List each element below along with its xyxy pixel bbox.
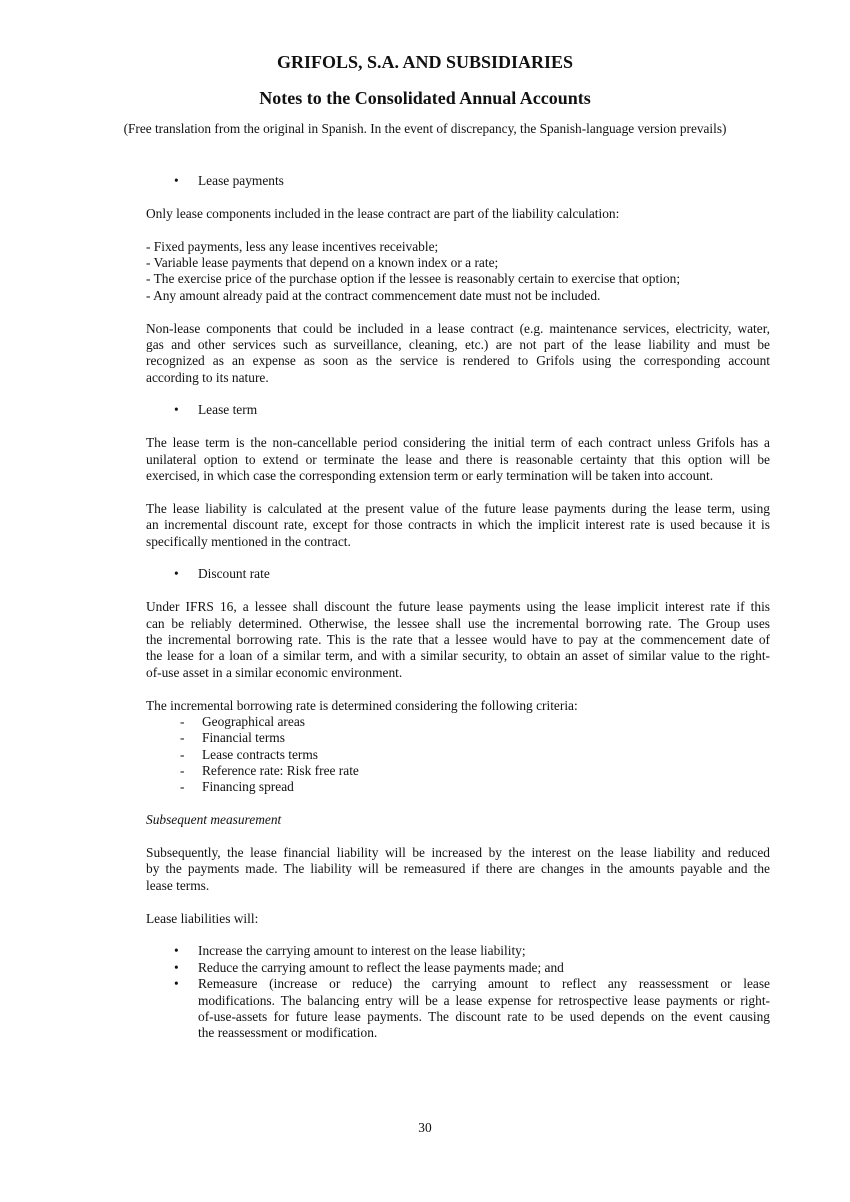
- text-line: of-use-assets for future lease payments. The discount rate to be used depends on the event causing: [198, 1008, 770, 1024]
- spacer: [146, 550, 770, 566]
- paragraph: [146, 845, 770, 894]
- bullet-list-item: [174, 976, 770, 1042]
- spacer: [146, 484, 770, 500]
- bullet-list: [146, 943, 770, 1041]
- text-line: Increase the carrying amount to interest on the lease liability;: [198, 943, 526, 959]
- page-number: 30: [418, 1120, 432, 1135]
- text-line: - Fixed payments, less any lease incentives receivable;: [146, 238, 439, 254]
- section-bullet-heading: [146, 566, 770, 582]
- company-name: GRIFOLS, S.A. AND SUBSIDIARIES: [276, 52, 574, 72]
- text-line: unilateral option to extend or terminate the lease and there is reasonable certainty that this option will be: [146, 451, 770, 467]
- text-line: - Variable lease payments that depend on a known index or a rate;: [146, 254, 499, 270]
- dash-list: [146, 239, 770, 305]
- bullet-list-item: [174, 959, 770, 976]
- subheading: Subsequent measurement: [146, 812, 282, 828]
- bullet-icon: •: [174, 976, 179, 992]
- spacer: [146, 796, 770, 812]
- section-bullet-heading: [146, 173, 770, 189]
- text-line: an incremental discount rate, except for those contracts in which the implicit interest rate is used because it is: [146, 517, 770, 533]
- text-line: can be reliably determined. Otherwise, the lessee shall use the incremental borrowing rate. The Group uses: [146, 615, 770, 631]
- text-line: modifications. The balancing entry will be a lease expense for retrospective lease payments or right-: [198, 992, 770, 1008]
- spacer: [146, 386, 770, 402]
- text-line: Subsequently, the lease financial liability will be increased by the interest on the lease liability and reduced: [146, 845, 770, 861]
- text-line: of-use asset in a similar economic environment.: [146, 664, 403, 680]
- paragraph: [146, 206, 770, 222]
- bullet-heading-text: Discount rate: [198, 566, 270, 582]
- page-title: Notes to the Consolidated Annual Accounts: [259, 88, 591, 108]
- text-line: The lease term is the non-cancellable period considering the initial term of each contract unless Grifols has a: [146, 435, 770, 451]
- paragraph: [146, 599, 770, 681]
- text-line: The lease liability is calculated at the present value of the future lease payments during the lease term, using: [146, 500, 770, 516]
- criteria-text: Financial terms: [202, 730, 285, 746]
- text-line: specifically mentioned in the contract.: [146, 533, 351, 549]
- text-line: exercised, in which case the corresponding extension term or early termination will be taken into account.: [146, 468, 714, 484]
- paragraph: [146, 911, 770, 927]
- text-line: Under IFRS 16, a lessee shall discount the future lease payments using the lease implicit interest rate if this: [146, 599, 770, 615]
- paragraph: [146, 698, 770, 714]
- translation-note: (Free translation from the original in Spanish. In the event of discrepancy, the Spanish-language version prevails): [123, 121, 727, 136]
- criteria-list: [146, 714, 770, 796]
- dash-marker: -: [180, 779, 185, 795]
- criteria-text: Reference rate: Risk free rate: [202, 763, 359, 779]
- paragraph: [146, 501, 770, 550]
- text-line: Remeasure (increase or reduce) the carrying amount to reflect any reassessment or lease: [198, 976, 770, 992]
- bullet-icon: •: [174, 566, 179, 582]
- spacer: [146, 927, 770, 943]
- spacer: [146, 304, 770, 320]
- criteria-item: [146, 747, 770, 763]
- text-line: The incremental borrowing rate is determined considering the following criteria:: [146, 697, 578, 713]
- text-line: - The exercise price of the purchase option if the lessee is reasonably certain to exercise that option;: [146, 271, 681, 287]
- criteria-item: [146, 730, 770, 746]
- spacer: [146, 189, 770, 205]
- text-line: recognized as an expense as soon as the service is rendered to Grifols using the corresponding account: [146, 353, 770, 369]
- bullet-icon: •: [174, 402, 179, 418]
- spacer: [146, 894, 770, 910]
- dash-marker: -: [180, 713, 185, 729]
- text-line: Reduce the carrying amount to reflect the lease payments made; and: [198, 959, 564, 975]
- criteria-item: [146, 763, 770, 779]
- document-body: [146, 173, 770, 1042]
- spacer: [146, 681, 770, 697]
- criteria-item: [146, 779, 770, 795]
- text-line: the reassessment or modification.: [198, 1025, 378, 1041]
- bullet-icon: •: [174, 959, 179, 975]
- text-line: the incremental borrowing rate. This is the rate that a lessee would have to pay at the commencement date of: [146, 631, 770, 647]
- spacer: [146, 222, 770, 238]
- text-line: by the payments made. The liability will be remeasured if there are changes in the amounts payable and the: [146, 861, 770, 877]
- text-line: Non-lease components that could be included in a lease contract (e.g. maintenance services, electricity, water,: [146, 320, 770, 336]
- criteria-text: Lease contracts terms: [202, 746, 318, 762]
- text-line: the lease for a loan of a similar term, and with a similar security, to obtain an asset of similar value to the right-: [146, 648, 770, 664]
- paragraph: [146, 435, 770, 484]
- spacer: [146, 829, 770, 845]
- bullet-icon: •: [174, 943, 179, 959]
- criteria-item: [146, 714, 770, 730]
- spacer: [146, 419, 770, 435]
- text-line: Lease liabilities will:: [146, 910, 259, 926]
- dash-marker: -: [180, 763, 185, 779]
- bullet-heading-text: Lease payments: [198, 173, 284, 188]
- criteria-text: Financing spread: [202, 779, 294, 795]
- bullet-heading-text: Lease term: [198, 402, 258, 418]
- bullet-icon: •: [174, 173, 179, 188]
- dash-marker: -: [180, 730, 185, 746]
- text-line: - Any amount already paid at the contract commencement date must not be included.: [146, 287, 601, 303]
- criteria-text: Geographical areas: [202, 713, 305, 729]
- paragraph: [146, 321, 770, 387]
- text-line: according to its nature.: [146, 369, 269, 385]
- bullet-list-item: [174, 943, 770, 959]
- text-line: lease terms.: [146, 877, 210, 893]
- text-line: gas and other services such as surveillance, cleaning, etc.) are not part of the lease liability and must be: [146, 336, 770, 352]
- spacer: [146, 583, 770, 599]
- section-bullet-heading: [146, 402, 770, 418]
- text-line: Only lease components included in the lease contract are part of the liability calculation:: [146, 205, 620, 221]
- dash-marker: -: [180, 746, 185, 762]
